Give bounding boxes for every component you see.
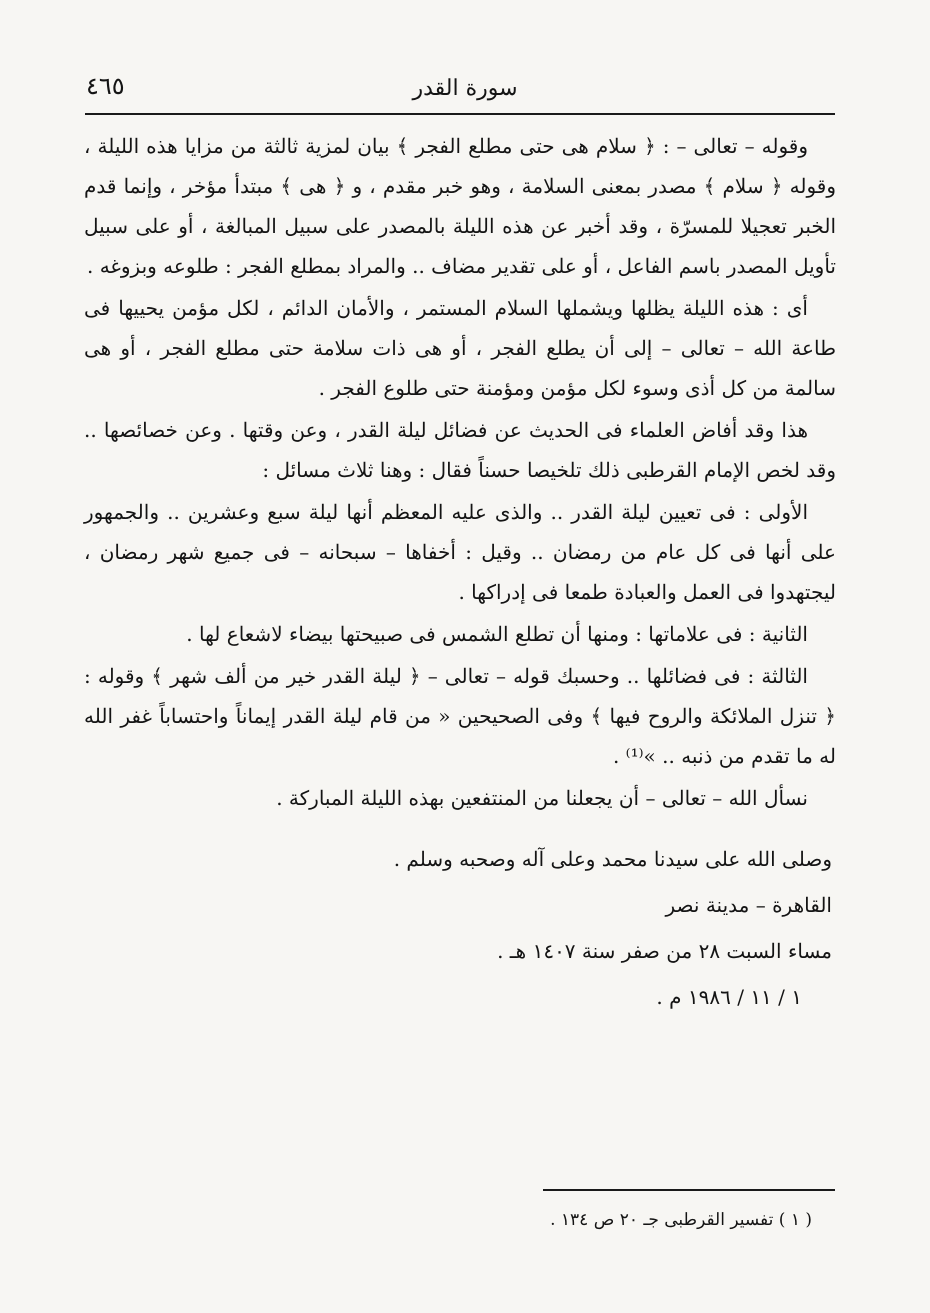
- surah-title: سورة القدر: [412, 76, 518, 101]
- paragraph-scholars: هذا وقد أفاض العلماء فى الحديث عن فضائل ليلة القدر ، وعن وقتها . وعن خصائصها .. وقد لخص الإمام القرطبى ذلك تلخيصا حسناً فقال : وهنا ثلاث مسائل :: [84, 418, 836, 482]
- closing-gregorian-date: ١ / ١١ / ١٩٨٦ م .: [656, 985, 802, 1009]
- paragraph-second-issue: الثانية : فى علاماتها : ومنها أن تطلع الشمس فى صبيحتها بيضاء لاشعاع لها .: [186, 622, 808, 646]
- footnote-rule: [543, 1189, 835, 1191]
- commentary-body: [84, 126, 836, 820]
- footnote: ( ١ ) تفسير القرطبى جـ ٢٠ ص ١٣٤ .: [550, 1210, 812, 1230]
- page-number: ٤٦٥: [86, 72, 125, 100]
- paragraph-third-issue: الثالثة : فى فضائلها .. وحسبك قوله – تعالى – ﴿ ليلة القدر خير من ألف شهر ﴾ وقوله : ﴿ تنزل الملائكة والروح فيها ﴾ وفى الصحيحين « من قام ليلة القدر إيماناً واحتساباً غفر الله له ما تقدم من ذنبه .. »⁽¹⁾ .: [84, 664, 836, 768]
- header-rule: [85, 113, 835, 115]
- closing-blessing: وصلى الله على سيدنا محمد وعلى آله وصحبه وسلم .: [393, 847, 832, 871]
- closing-block: [394, 836, 832, 1020]
- paragraph-supplication: نسأل الله – تعالى – أن يجعلنا من المنتفعين بهذه الليلة المباركة .: [276, 786, 808, 810]
- paragraph-meaning: أى : هذه الليلة يظلها ويشملها السلام المستمر ، والأمان الدائم ، لكل مؤمن يحييها فى طاعة الله – تعالى – إلى أن يطلع الفجر ، أو هى ذات سلامة حتى مطلع الفجر ، أو هى سالمة من كل أذى وسوء لكل مؤمن ومؤمنة حتى طلوع الفجر .: [84, 296, 836, 400]
- paragraph-peace-verse: وقوله – تعالى – : ﴿ سلام هى حتى مطلع الفجر ﴾ بيان لمزية ثالثة من مزايا هذه الليلة ، وقوله ﴿ سلام ﴾ مصدر بمعنى السلامة ، وهو خبر مقدم ، و ﴿ هى ﴾ مبتدأ مؤخر ، وإنما قدم الخبر تعجيلا للمسرّة ، وقد أخبر عن هذه الليلة بالمصدر على سبيل المبالغة ، أو على سبيل تأويل المصدر باسم الفاعل ، أو على تقدير مضاف .. والمراد بمطلع الفجر : طلوعه وبزوغه .: [84, 134, 836, 278]
- closing-place: القاهرة – مدينة نصر: [665, 893, 832, 917]
- closing-hijri-date: مساء السبت ٢٨ من صفر سنة ١٤٠٧ هـ .: [497, 939, 832, 963]
- paragraph-first-issue: الأولى : فى تعيين ليلة القدر .. والذى عليه المعظم أنها ليلة سبع وعشرين .. والجمهور على أنها فى كل عام من رمضان .. وقيل : أخفاها – سبحانه – فى جميع شهر رمضان ، ليجتهدوا فى العمل والعبادة طمعا فى إدراكها .: [84, 500, 836, 604]
